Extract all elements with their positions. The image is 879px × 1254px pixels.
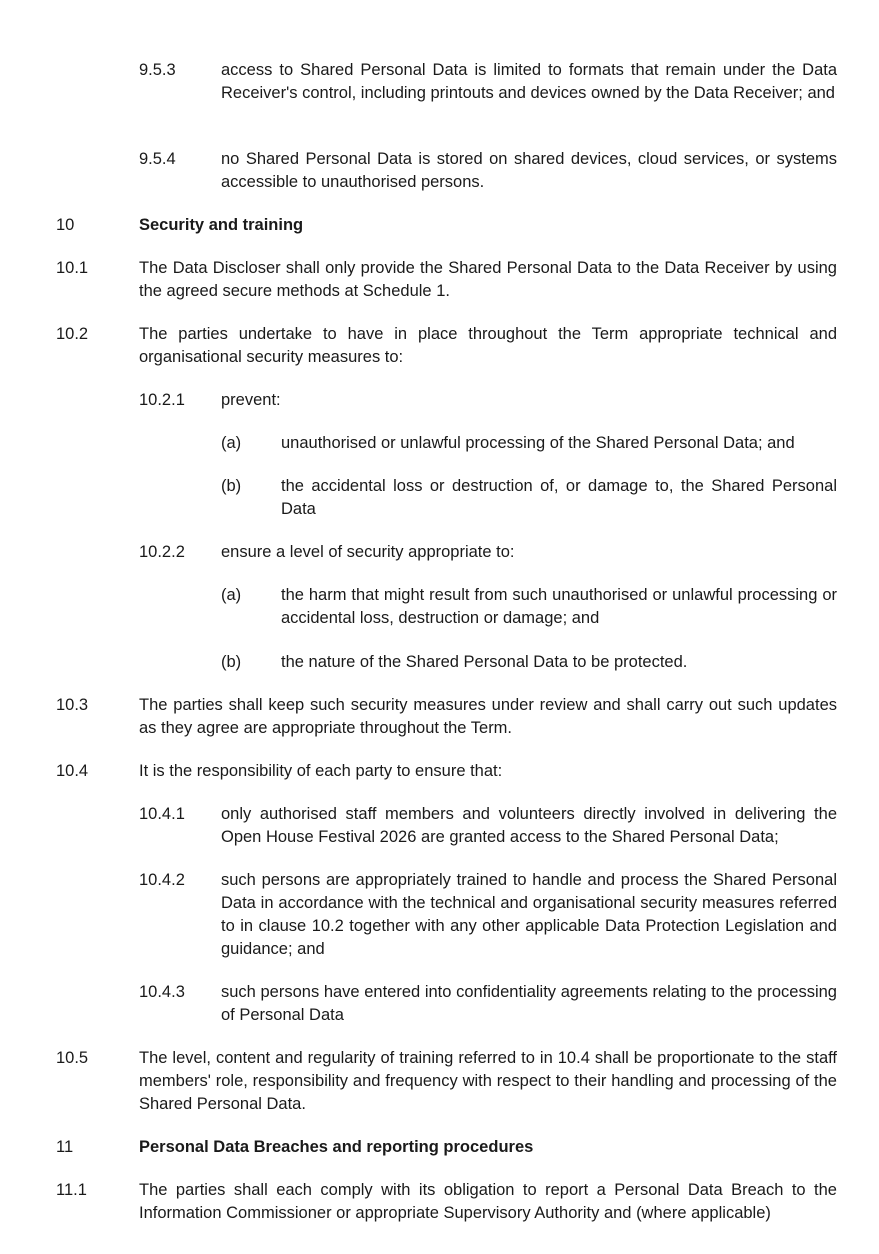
clause-number: 10.1 — [56, 259, 89, 277]
clause-number: 10.2 — [56, 325, 89, 343]
clause-number: (a) — [221, 434, 242, 452]
clause-text: It is the responsibility of each party to ensure that: — [139, 762, 503, 780]
clause-number: (b) — [221, 477, 242, 495]
clause-text: The parties undertake to have in place throughout the Term appropriate technical and organisational security measures to: — [139, 325, 837, 366]
clause-text: the accidental loss or destruction of, or damage to, the Shared Personal Data — [281, 477, 837, 518]
clause-number: 10.2.2 — [139, 543, 185, 561]
clause-number: 10.5 — [56, 1049, 89, 1067]
clause-number: (b) — [221, 653, 242, 671]
clause-text: no Shared Personal Data is stored on shared devices, cloud services, or systems accessible to unauthorised persons. — [221, 150, 837, 191]
clause-text: The Data Discloser shall only provide the Shared Personal Data to the Data Receiver by using the agreed secure methods at Schedule 1. — [139, 259, 837, 300]
clause-text: such persons have entered into confidentiality agreements relating to the processing of Personal Data — [221, 983, 837, 1024]
clause-text: The parties shall keep such security measures under review and shall carry out such updates as they agree are appropriate throughout the Term. — [139, 696, 837, 737]
clause-number: 9.5.3 — [139, 61, 176, 79]
clause-number: (a) — [221, 586, 242, 604]
clause-text: ensure a level of security appropriate to: — [221, 543, 515, 561]
clause-text: The level, content and regularity of training referred to in 10.4 shall be proportionate to the staff members' role, responsibility and frequency with respect to their handling and processing of the Shared Personal Data. — [139, 1049, 837, 1113]
clause-text: prevent: — [221, 391, 281, 409]
clause-number: 10.2.1 — [139, 391, 185, 409]
section-number: 11 — [56, 1138, 74, 1156]
section-title: Security and training — [139, 216, 304, 234]
clause-number: 10.4.3 — [139, 983, 185, 1001]
section-number: 10 — [56, 216, 75, 234]
clause-number: 11.1 — [56, 1181, 87, 1199]
clause-number: 10.4.2 — [139, 871, 185, 889]
clause-number: 10.4.1 — [139, 805, 185, 823]
clause-text: The parties shall each comply with its obligation to report a Personal Data Breach to the Information Commissioner or appropriate Supervisory Authority and (where applicable) — [139, 1181, 837, 1222]
clause-number: 10.3 — [56, 696, 89, 714]
clause-text: the nature of the Shared Personal Data to be protected. — [281, 653, 688, 671]
clause-number: 10.4 — [56, 762, 89, 780]
clause-text: only authorised staff members and volunteers directly involved in delivering the Open House Festival 2026 are granted access to the Shared Personal Data; — [221, 805, 837, 846]
clause-text: unauthorised or unlawful processing of the Shared Personal Data; and — [281, 434, 795, 452]
section-title: Personal Data Breaches and reporting procedures — [139, 1138, 534, 1156]
clause-text: the harm that might result from such unauthorised or unlawful processing or accidental loss, destruction or damage; and — [281, 586, 837, 627]
clause-text: access to Shared Personal Data is limited to formats that remain under the Data Receiver's control, including printouts and devices owned by the Data Receiver; and — [221, 61, 837, 102]
clause-number: 9.5.4 — [139, 150, 176, 168]
clause-text: such persons are appropriately trained to handle and process the Shared Personal Data in accordance with the technical and organisational security measures referred to in clause 10.2 together with any other applicable Data Protection Legislation and guidance; and — [221, 871, 837, 958]
